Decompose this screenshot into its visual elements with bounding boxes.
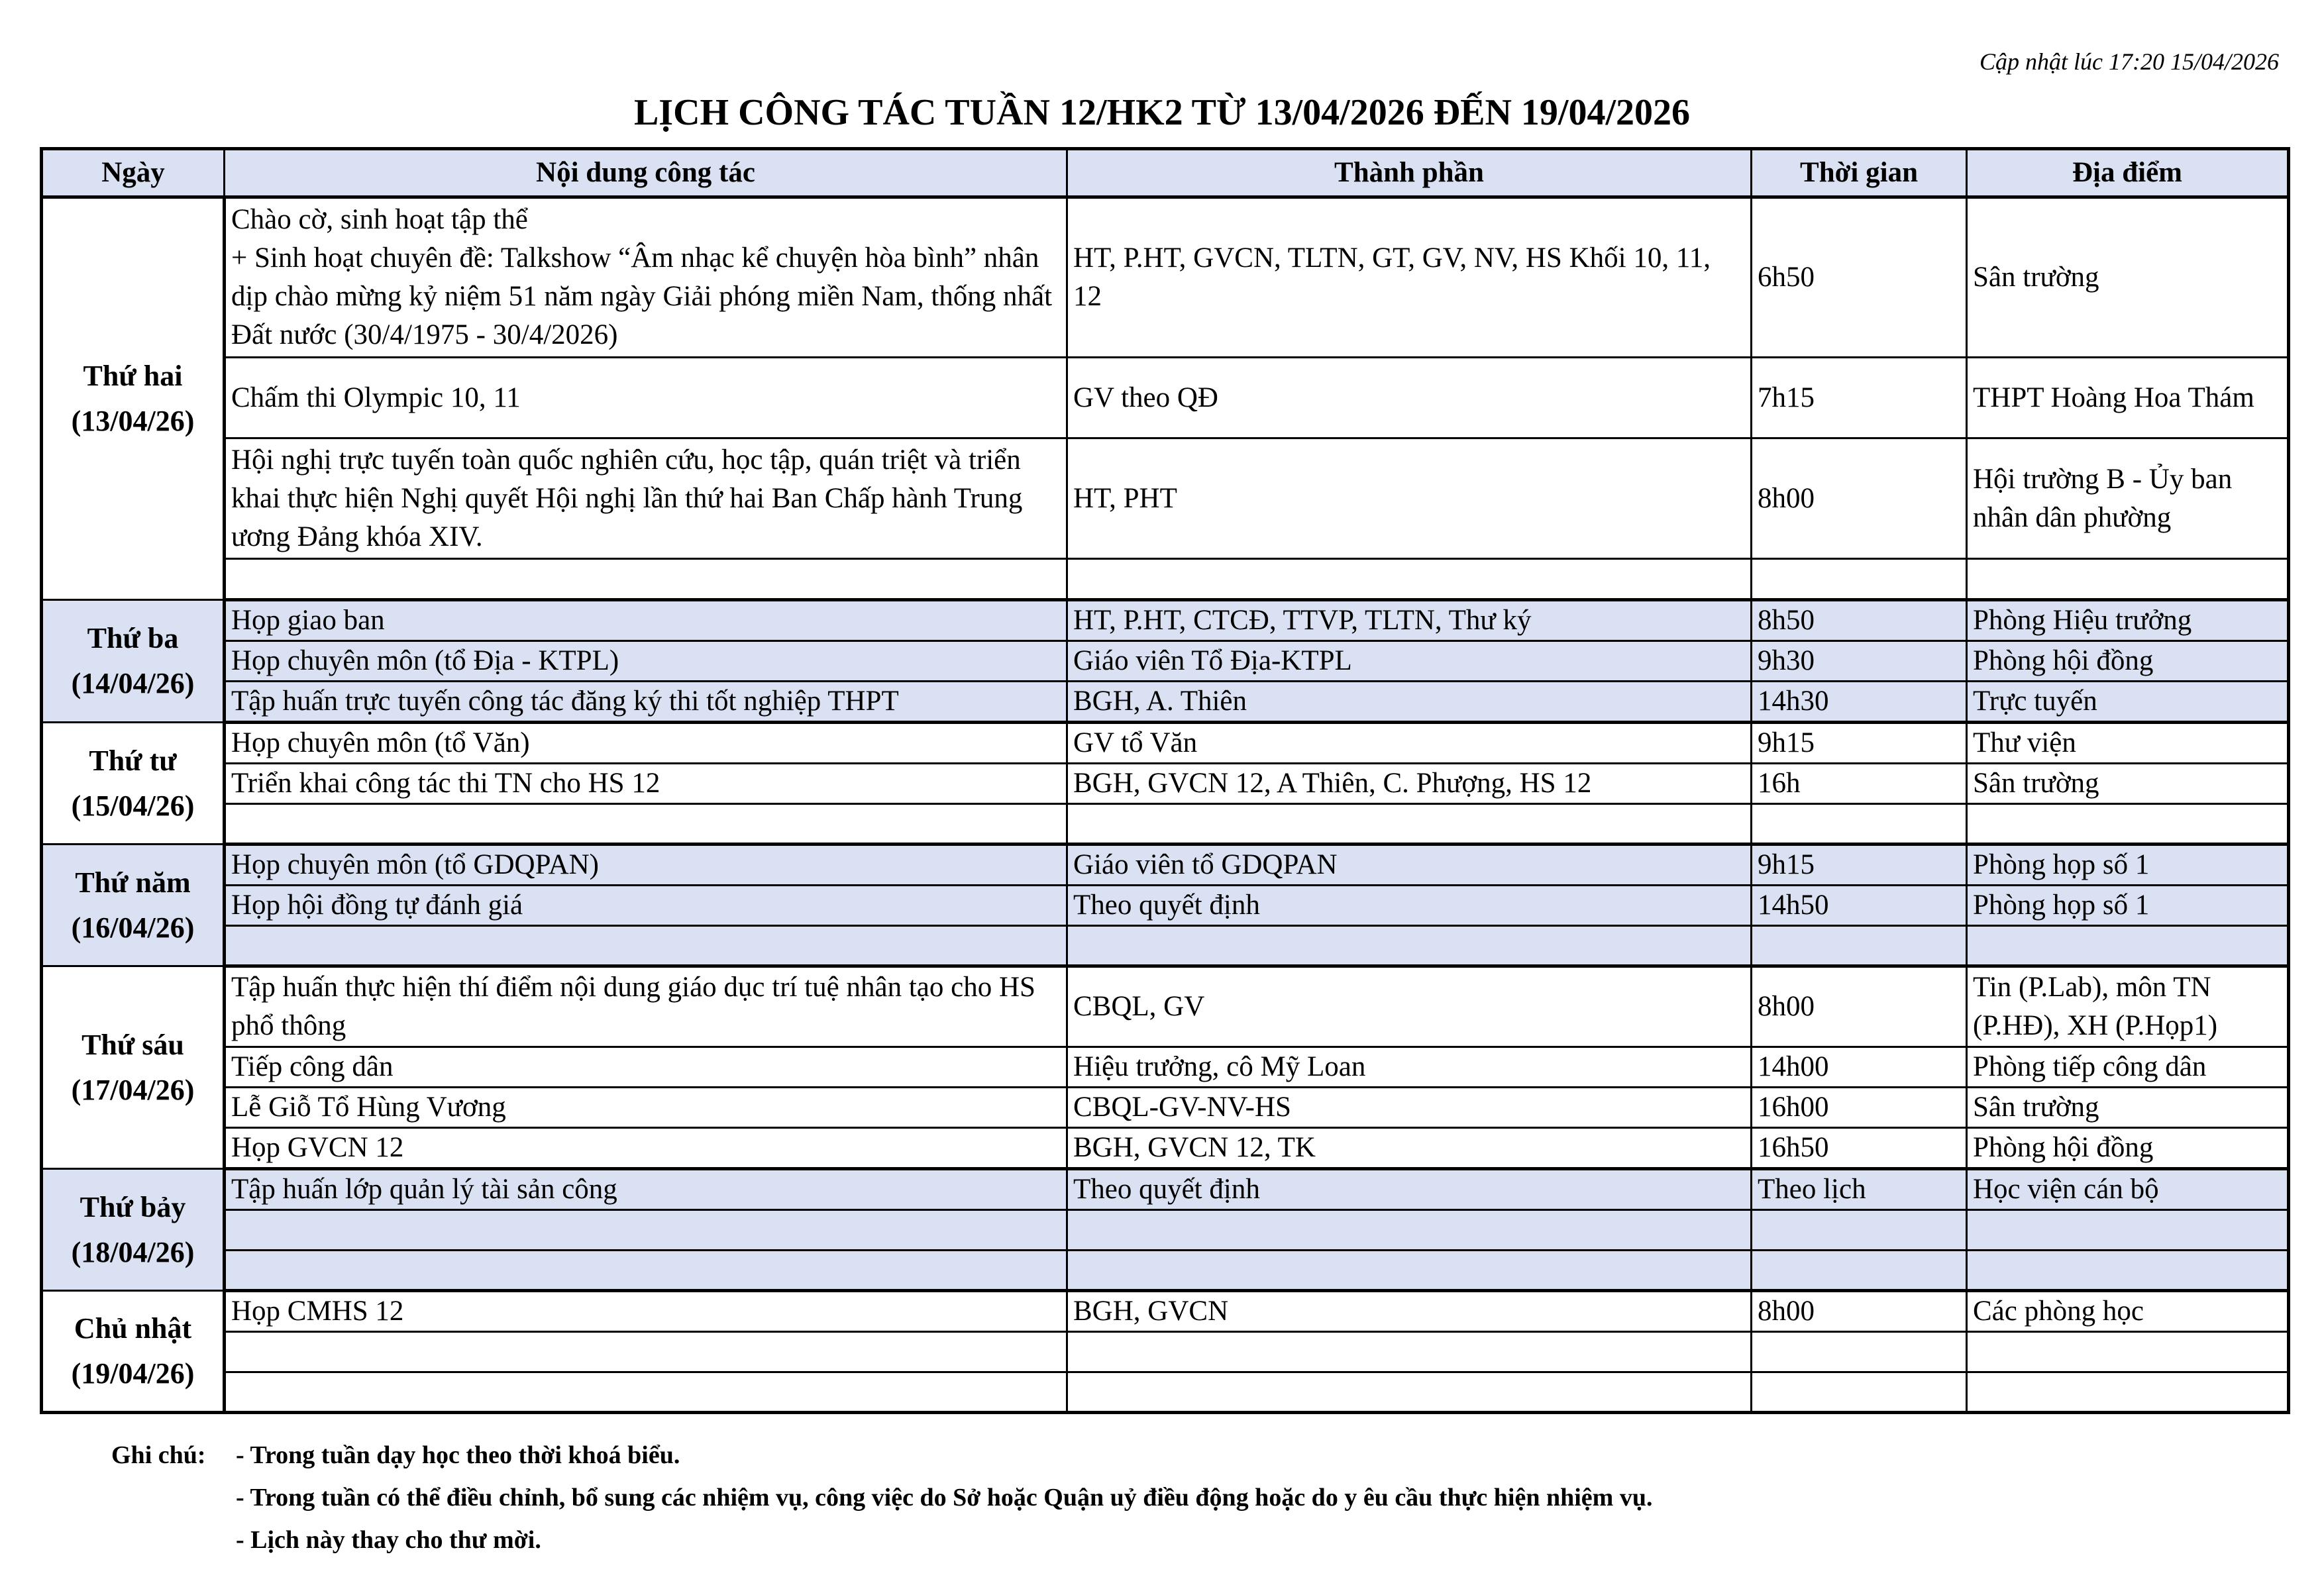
- table-row: [42, 1251, 2289, 1291]
- content-cell: Lễ Giỗ Tổ Hùng Vương: [225, 1088, 1067, 1128]
- day-cell: [42, 197, 225, 600]
- day-date: (15/04/26): [71, 789, 195, 822]
- notes-label: Ghi chú:: [111, 1441, 206, 1469]
- time-cell: 8h00: [1752, 1291, 1967, 1332]
- table-row: [42, 559, 2289, 600]
- time-cell: [1752, 1332, 1967, 1372]
- content-cell: [225, 1332, 1067, 1372]
- participants-cell: BGH, GVCN 12, A Thiên, C. Phượng, HS 12: [1067, 764, 1752, 804]
- content-cell: Hội nghị trực tuyến toàn quốc nghiên cứu, học tập, quán triệt và triển khai thực hiện Nghị quyết Hội nghị lần thứ hai Ban Chấp hành Trung ương Đảng khóa XIV.: [225, 438, 1067, 559]
- content-cell: Chấm thi Olympic 10, 11: [225, 358, 1067, 438]
- location-cell: [1967, 1210, 2289, 1251]
- notes-section: [111, 1434, 1652, 1561]
- time-cell: [1752, 926, 1967, 966]
- time-cell: 8h00: [1752, 438, 1967, 559]
- header-location: Địa điểm: [1967, 149, 2289, 197]
- day-name: Thứ hai: [83, 360, 183, 392]
- day-date: (17/04/26): [71, 1073, 195, 1106]
- location-cell: Thư viện: [1967, 723, 2289, 764]
- content-cell: [225, 1210, 1067, 1251]
- content-cell: Tập huấn trực tuyến công tác đăng ký thi tốt nghiệp THPT: [225, 682, 1067, 723]
- content-cell: Họp GVCN 12: [225, 1128, 1067, 1169]
- note-line: - Trong tuần có thể điều chỉnh, bổ sung các nhiệm vụ, công việc do Sở hoặc Quận uỷ điều động hoặc do y êu cầu thực hiện nhiệm vụ.: [236, 1484, 1653, 1512]
- participants-cell: GV tổ Văn: [1067, 723, 1752, 764]
- participants-cell: BGH, A. Thiên: [1067, 682, 1752, 723]
- participants-cell: Theo quyết định: [1067, 1169, 1752, 1210]
- location-cell: Phòng họp số 1: [1967, 886, 2289, 926]
- table-row: [42, 804, 2289, 845]
- participants-cell: GV theo QĐ: [1067, 358, 1752, 438]
- header-day: Ngày: [42, 149, 225, 197]
- table-row: [42, 641, 2289, 682]
- header-row: [42, 149, 2289, 197]
- header-content: Nội dung công tác: [225, 149, 1067, 197]
- table-row: [42, 682, 2289, 723]
- participants-cell: BGH, GVCN: [1067, 1291, 1752, 1332]
- participants-cell: Hiệu trưởng, cô Mỹ Loan: [1067, 1047, 1752, 1088]
- table-row: [42, 1169, 2289, 1210]
- participants-cell: HT, P.HT, GVCN, TLTN, GT, GV, NV, HS Khối 10, 11, 12: [1067, 197, 1752, 358]
- content-cell: [225, 804, 1067, 845]
- content-cell: Họp CMHS 12: [225, 1291, 1067, 1332]
- content-cell: Họp giao ban: [225, 600, 1067, 641]
- content-cell: Tiếp công dân: [225, 1047, 1067, 1088]
- note-line: - Trong tuần dạy học theo thời khoá biểu.: [236, 1441, 680, 1469]
- day-cell: [42, 845, 225, 966]
- participants-cell: [1067, 559, 1752, 600]
- schedule-table: [40, 147, 2290, 1414]
- time-cell: 8h00: [1752, 966, 1967, 1047]
- table-row: [42, 764, 2289, 804]
- table-row: [42, 966, 2289, 1047]
- content-cell: [225, 926, 1067, 966]
- time-cell: 16h00: [1752, 1088, 1967, 1128]
- content-cell: Tập huấn thực hiện thí điểm nội dung giáo dục trí tuệ nhân tạo cho HS phổ thông: [225, 966, 1067, 1047]
- content-cell: Họp chuyên môn (tổ Văn): [225, 723, 1067, 764]
- notes-list: [236, 1434, 1652, 1561]
- time-cell: 9h15: [1752, 845, 1967, 886]
- content-cell: [225, 1372, 1067, 1413]
- content-cell: Chào cờ, sinh hoạt tập thể + Sinh hoạt chuyên đề: Talkshow “Âm nhạc kể chuyện hòa bình” nhân dịp chào mừng kỷ niệm 51 năm ngày Giải phóng miền Nam, thống nhất Đất nước (30/4/1975 - 30/4/2026): [225, 197, 1067, 358]
- day-name: Thứ tư: [89, 744, 177, 777]
- content-cell: [225, 1251, 1067, 1291]
- table-row: [42, 886, 2289, 926]
- time-cell: [1752, 804, 1967, 845]
- header-participants: Thành phần: [1067, 149, 1752, 197]
- day-cell: [42, 600, 225, 723]
- day-cell: [42, 723, 225, 845]
- day-date: (13/04/26): [71, 405, 195, 437]
- table-row: [42, 358, 2289, 438]
- participants-cell: Theo quyết định: [1067, 886, 1752, 926]
- table-row: [42, 723, 2289, 764]
- participants-cell: [1067, 1332, 1752, 1372]
- table-row: [42, 1210, 2289, 1251]
- table-row: [42, 1332, 2289, 1372]
- participants-cell: BGH, GVCN 12, TK: [1067, 1128, 1752, 1169]
- location-cell: Các phòng học: [1967, 1291, 2289, 1332]
- content-cell: Tập huấn lớp quản lý tài sản công: [225, 1169, 1067, 1210]
- time-cell: 9h15: [1752, 723, 1967, 764]
- day-cell: [42, 1291, 225, 1413]
- location-cell: Học viện cán bộ: [1967, 1169, 2289, 1210]
- location-cell: Hội trường B - Ủy ban nhân dân phường: [1967, 438, 2289, 559]
- location-cell: [1967, 1251, 2289, 1291]
- participants-cell: HT, PHT: [1067, 438, 1752, 559]
- participants-cell: [1067, 1251, 1752, 1291]
- day-cell: [42, 966, 225, 1169]
- last-updated: Cập nhật lúc 17:20 15/04/2026: [1980, 48, 2279, 75]
- participants-cell: Giáo viên tổ GDQPAN: [1067, 845, 1752, 886]
- location-cell: Phòng Hiệu trưởng: [1967, 600, 2289, 641]
- note-line: - Lịch này thay cho thư mời.: [236, 1526, 541, 1554]
- content-cell: Họp chuyên môn (tổ GDQPAN): [225, 845, 1067, 886]
- participants-cell: CBQL-GV-NV-HS: [1067, 1088, 1752, 1128]
- location-cell: Sân trường: [1967, 197, 2289, 358]
- time-cell: [1752, 1251, 1967, 1291]
- table-row: [42, 600, 2289, 641]
- time-cell: [1752, 1210, 1967, 1251]
- time-cell: 14h50: [1752, 886, 1967, 926]
- participants-cell: [1067, 1210, 1752, 1251]
- day-cell: [42, 1169, 225, 1291]
- participants-cell: [1067, 926, 1752, 966]
- time-cell: 16h: [1752, 764, 1967, 804]
- time-cell: 14h30: [1752, 682, 1967, 723]
- location-cell: [1967, 804, 2289, 845]
- location-cell: Trực tuyến: [1967, 682, 2289, 723]
- day-date: (18/04/26): [71, 1235, 195, 1268]
- day-name: Thứ sáu: [81, 1028, 184, 1061]
- table-row: [42, 438, 2289, 559]
- table-row: [42, 1291, 2289, 1332]
- table-row: [42, 926, 2289, 966]
- participants-cell: CBQL, GV: [1067, 966, 1752, 1047]
- time-cell: [1752, 559, 1967, 600]
- location-cell: Phòng hội đồng: [1967, 641, 2289, 682]
- content-cell: Họp hội đồng tự đánh giá: [225, 886, 1067, 926]
- content-cell: Triển khai công tác thi TN cho HS 12: [225, 764, 1067, 804]
- time-cell: [1752, 1372, 1967, 1413]
- location-cell: Phòng hội đồng: [1967, 1128, 2289, 1169]
- page-title: LỊCH CÔNG TÁC TUẦN 12/HK2 TỪ 13/04/2026 ĐẾN 19/04/2026: [633, 92, 1691, 133]
- location-cell: THPT Hoàng Hoa Thám: [1967, 358, 2289, 438]
- time-cell: 14h00: [1752, 1047, 1967, 1088]
- table-row: [42, 1372, 2289, 1413]
- location-cell: [1967, 1332, 2289, 1372]
- day-name: Thứ bảy: [79, 1190, 186, 1223]
- participants-cell: HT, P.HT, CTCĐ, TTVP, TLTN, Thư ký: [1067, 600, 1752, 641]
- location-cell: Sân trường: [1967, 1088, 2289, 1128]
- time-cell: 9h30: [1752, 641, 1967, 682]
- location-cell: [1967, 1372, 2289, 1413]
- day-date: (16/04/26): [71, 911, 195, 944]
- table-row: [42, 845, 2289, 886]
- day-date: (14/04/26): [71, 667, 195, 699]
- location-cell: Tin (P.Lab), môn TN (P.HĐ), XH (P.Họp1): [1967, 966, 2289, 1047]
- table-row: [42, 1047, 2289, 1088]
- location-cell: Phòng tiếp công dân: [1967, 1047, 2289, 1088]
- time-cell: 6h50: [1752, 197, 1967, 358]
- day-name: Thứ ba: [87, 622, 179, 654]
- table-row: [42, 1088, 2289, 1128]
- participants-cell: Giáo viên Tổ Địa-KTPL: [1067, 641, 1752, 682]
- participants-cell: [1067, 1372, 1752, 1413]
- day-name: Chủ nhật: [74, 1312, 192, 1345]
- table-row: [42, 197, 2289, 358]
- table-row: [42, 1128, 2289, 1169]
- participants-cell: [1067, 804, 1752, 845]
- time-cell: 8h50: [1752, 600, 1967, 641]
- day-date: (19/04/26): [71, 1357, 195, 1390]
- content-cell: [225, 559, 1067, 600]
- day-name: Thứ năm: [75, 866, 191, 899]
- content-cell: Họp chuyên môn (tổ Địa - KTPL): [225, 641, 1067, 682]
- location-cell: [1967, 926, 2289, 966]
- time-cell: Theo lịch: [1752, 1169, 1967, 1210]
- time-cell: 16h50: [1752, 1128, 1967, 1169]
- location-cell: Phòng họp số 1: [1967, 845, 2289, 886]
- location-cell: Sân trường: [1967, 764, 2289, 804]
- location-cell: [1967, 559, 2289, 600]
- header-time: Thời gian: [1752, 149, 1967, 197]
- time-cell: 7h15: [1752, 358, 1967, 438]
